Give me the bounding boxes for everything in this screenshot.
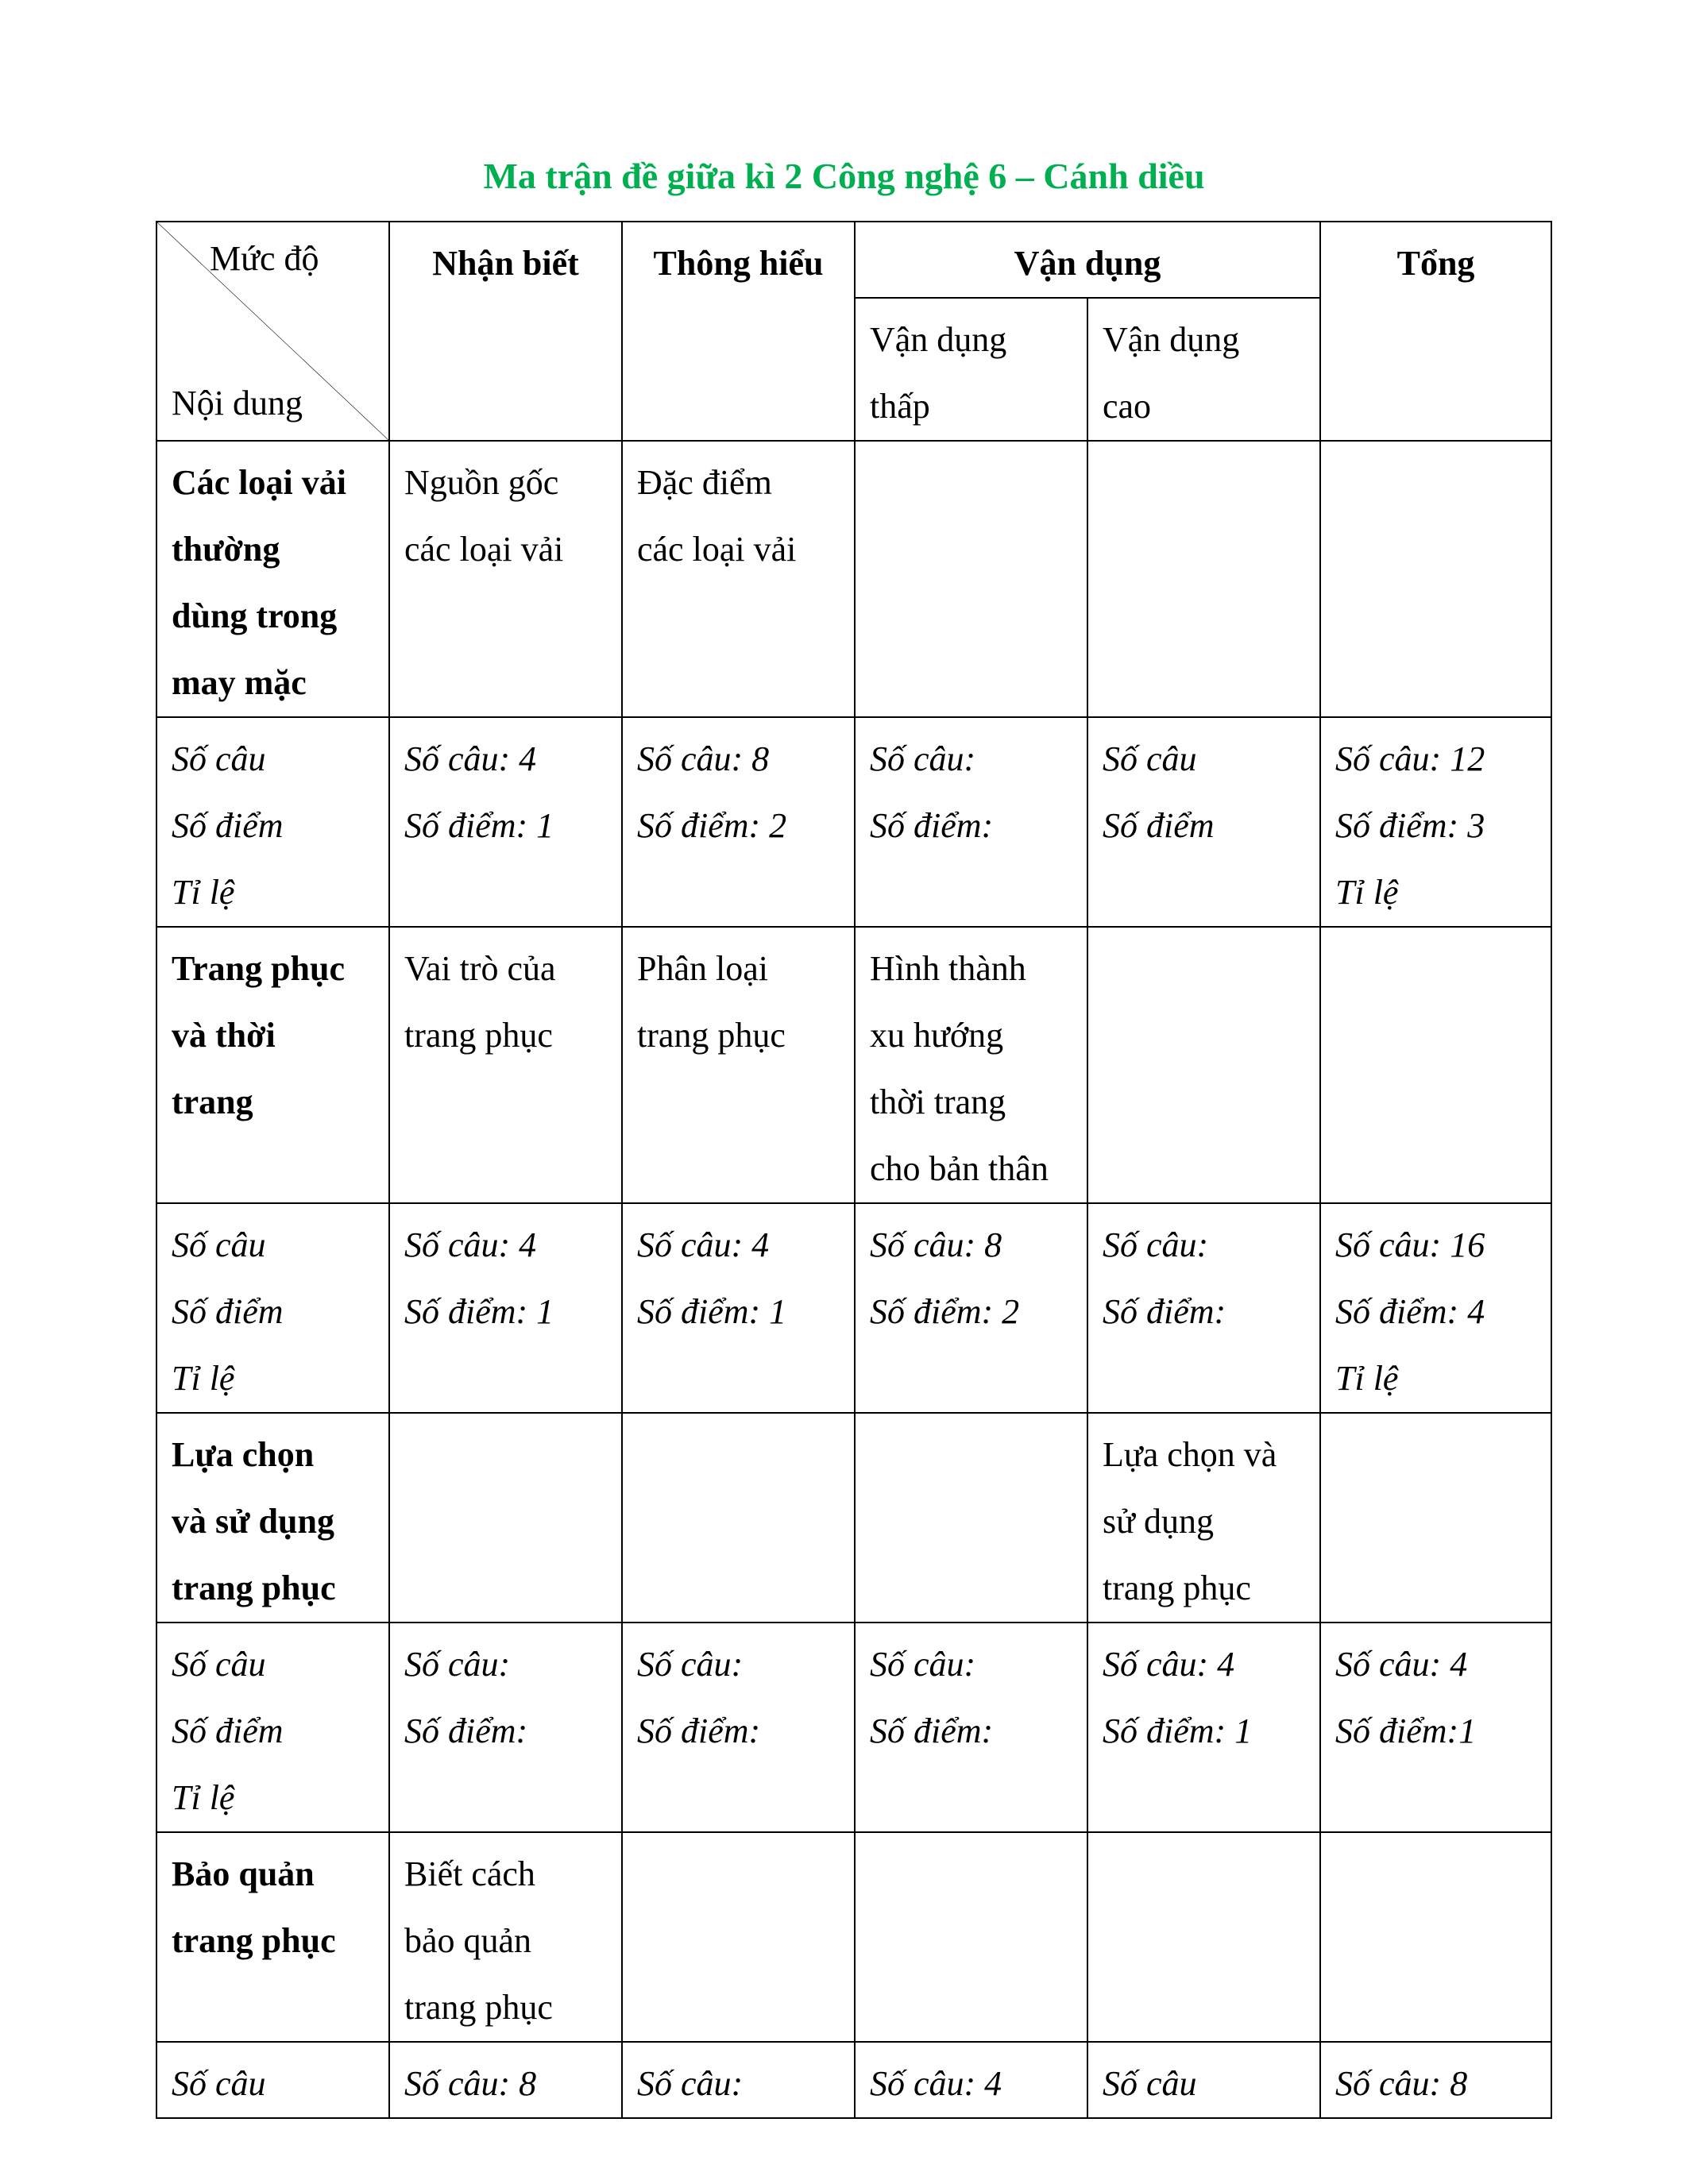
content-topic-cell bbox=[156, 1413, 389, 1623]
subheader-line: cao bbox=[1103, 387, 1152, 426]
content-thong-hieu-cell bbox=[622, 927, 855, 1203]
cell-line: Số câu bbox=[1103, 739, 1197, 778]
cell-line: Số điểm bbox=[172, 806, 284, 845]
cell-line: và sử dụng bbox=[172, 1502, 334, 1541]
cell-line: trang phục bbox=[404, 1016, 553, 1055]
header-row bbox=[156, 222, 1551, 298]
stats-vd-thap-cell bbox=[855, 1203, 1087, 1413]
cell-line: Các loại vải bbox=[172, 463, 346, 502]
content-row bbox=[156, 1413, 1551, 1623]
stats-thong-hieu-cell bbox=[622, 1203, 855, 1413]
cell-line: Số câu: bbox=[1103, 1225, 1209, 1264]
cell-line: Số câu bbox=[172, 2064, 266, 2103]
stats-tong-cell bbox=[1320, 2042, 1551, 2118]
cell-line: Số câu: 4 bbox=[870, 2064, 1002, 2103]
cell-line: Đặc điểm bbox=[637, 463, 772, 502]
corner-top-label: Mức độ bbox=[210, 239, 319, 278]
content-topic-cell bbox=[156, 441, 389, 717]
stats-vd-cao-cell bbox=[1087, 717, 1320, 927]
cell-line: Số câu bbox=[1103, 2064, 1197, 2103]
header-van-dung: Vận dụng bbox=[855, 222, 1320, 298]
cell-line: Số điểm bbox=[172, 1711, 284, 1750]
cell-line: Số điểm: 1 bbox=[404, 806, 554, 845]
cell-line: cho bản thân bbox=[870, 1149, 1049, 1188]
cell-line: Số câu: 8 bbox=[404, 2064, 537, 2103]
cell-line: trang phục bbox=[172, 1921, 336, 1960]
cell-line: Phân loại bbox=[637, 949, 768, 988]
cell-line: bảo quản bbox=[404, 1921, 532, 1960]
cell-line: trang bbox=[172, 1082, 253, 1121]
cell-line: Tỉ lệ bbox=[1335, 873, 1399, 912]
cell-line: Số điểm: 4 bbox=[1335, 1292, 1485, 1331]
cell-line: Nguồn gốc bbox=[404, 463, 559, 502]
content-nhan-biet-cell bbox=[389, 1413, 622, 1623]
cell-line: trang phục bbox=[1103, 1569, 1251, 1607]
cell-line: Số điểm: bbox=[404, 1711, 528, 1750]
cell-line: Số câu: bbox=[637, 2064, 744, 2103]
content-vd-cao-cell bbox=[1087, 927, 1320, 1203]
content-vd-cao-cell bbox=[1087, 1413, 1320, 1623]
header-nhan-biet: Nhận biết bbox=[389, 222, 622, 441]
cell-line: Lựa chọn và bbox=[1103, 1435, 1277, 1474]
cell-line: sử dụng bbox=[1103, 1502, 1214, 1541]
stats-tong-cell bbox=[1320, 1623, 1551, 1832]
stats-vd-thap-cell bbox=[855, 2042, 1087, 2118]
cell-line: Biết cách bbox=[404, 1854, 535, 1893]
cell-line: Số điểm: 1 bbox=[637, 1292, 787, 1331]
content-nhan-biet-cell bbox=[389, 441, 622, 717]
stats-thong-hieu-cell bbox=[622, 2042, 855, 2118]
cell-line: may mặc bbox=[172, 663, 307, 702]
cell-line: Trang phục bbox=[172, 949, 346, 988]
cell-line: Số câu: bbox=[404, 1645, 511, 1684]
cell-line: Số câu bbox=[172, 739, 266, 778]
cell-line: thường bbox=[172, 530, 280, 569]
content-vd-thap-cell bbox=[855, 927, 1087, 1203]
cell-line: Số câu: 4 bbox=[404, 739, 537, 778]
content-tong-cell bbox=[1320, 1413, 1551, 1623]
cell-line: Số điểm: 2 bbox=[637, 806, 787, 845]
stats-row bbox=[156, 2042, 1551, 2118]
cell-line: Số điểm: bbox=[870, 806, 994, 845]
cell-line: Số câu: 16 bbox=[1335, 1225, 1485, 1264]
cell-line: Tỉ lệ bbox=[1335, 1359, 1399, 1398]
cell-line: Số câu: 4 bbox=[1103, 1645, 1235, 1684]
cell-line: Số câu: 12 bbox=[1335, 739, 1485, 778]
cell-line: Tỉ lệ bbox=[172, 1359, 235, 1398]
stats-nhan-biet-cell bbox=[389, 1623, 622, 1832]
cell-line: Số điểm: bbox=[1103, 1292, 1226, 1331]
subheader-line: Vận dụng bbox=[1103, 320, 1240, 359]
content-topic-cell bbox=[156, 927, 389, 1203]
cell-line: Số điểm: 3 bbox=[1335, 806, 1485, 845]
document-title: Ma trận đề giữa kì 2 Công nghệ 6 – Cánh diều bbox=[483, 156, 1205, 196]
cell-line: Số điểm: 1 bbox=[1103, 1711, 1253, 1750]
cell-line: Số câu: 4 bbox=[1335, 1645, 1468, 1684]
content-row bbox=[156, 927, 1551, 1203]
stats-nhan-biet-cell bbox=[389, 717, 622, 927]
cell-line: xu hướng bbox=[870, 1016, 1004, 1055]
subheader-line: Vận dụng bbox=[870, 320, 1007, 359]
cell-line: Số điểm bbox=[1103, 806, 1215, 845]
stats-label-cell bbox=[156, 717, 389, 927]
corner-header-cell bbox=[156, 222, 389, 441]
stats-vd-thap-cell bbox=[855, 1623, 1087, 1832]
content-thong-hieu-cell bbox=[622, 441, 855, 717]
stats-label-cell bbox=[156, 1623, 389, 1832]
cell-line: Số điểm: 1 bbox=[404, 1292, 554, 1331]
content-thong-hieu-cell bbox=[622, 1832, 855, 2042]
cell-line: Số điểm bbox=[172, 1292, 284, 1331]
content-nhan-biet-cell bbox=[389, 927, 622, 1203]
content-vd-thap-cell bbox=[855, 1832, 1087, 2042]
cell-line: thời trang bbox=[870, 1082, 1006, 1121]
content-vd-thap-cell bbox=[855, 441, 1087, 717]
cell-line: Tỉ lệ bbox=[172, 873, 235, 912]
content-tong-cell bbox=[1320, 1832, 1551, 2042]
stats-tong-cell bbox=[1320, 1203, 1551, 1413]
cell-line: Vai trò của bbox=[404, 949, 556, 988]
cell-line: Số điểm: bbox=[637, 1711, 761, 1750]
cell-line: trang phục bbox=[637, 1016, 786, 1055]
stats-row bbox=[156, 717, 1551, 927]
cell-line: Số câu: bbox=[637, 1645, 744, 1684]
cell-line: Lựa chọn bbox=[172, 1435, 315, 1474]
header-tong: Tổng bbox=[1320, 222, 1551, 441]
stats-vd-cao-cell bbox=[1087, 2042, 1320, 2118]
cell-line: và thời bbox=[172, 1016, 276, 1055]
cell-line: Tỉ lệ bbox=[172, 1778, 235, 1817]
exam-matrix-table bbox=[156, 221, 1552, 2119]
subheader-van-dung-cao bbox=[1087, 298, 1320, 441]
cell-line: Hình thành bbox=[870, 949, 1026, 988]
stats-row bbox=[156, 1623, 1551, 1832]
subheader-van-dung-thap bbox=[855, 298, 1087, 441]
stats-vd-cao-cell bbox=[1087, 1623, 1320, 1832]
content-row bbox=[156, 441, 1551, 717]
cell-line: Số điểm:1 bbox=[1335, 1711, 1477, 1750]
stats-tong-cell bbox=[1320, 717, 1551, 927]
subheader-line: thấp bbox=[870, 387, 930, 426]
cell-line: Số câu: 8 bbox=[870, 1225, 1002, 1264]
stats-row bbox=[156, 1203, 1551, 1413]
cell-line: Số câu: 8 bbox=[637, 739, 770, 778]
content-row bbox=[156, 1832, 1551, 2042]
cell-line: Số điểm: bbox=[870, 1711, 994, 1750]
content-vd-thap-cell bbox=[855, 1413, 1087, 1623]
stats-nhan-biet-cell bbox=[389, 2042, 622, 2118]
cell-line: trang phục bbox=[172, 1569, 336, 1607]
cell-line: Số câu: bbox=[870, 1645, 976, 1684]
content-tong-cell bbox=[1320, 441, 1551, 717]
cell-line: Số câu bbox=[172, 1645, 266, 1684]
stats-vd-thap-cell bbox=[855, 717, 1087, 927]
header-thong-hieu: Thông hiểu bbox=[622, 222, 855, 441]
cell-line: các loại vải bbox=[404, 530, 564, 569]
stats-thong-hieu-cell bbox=[622, 1623, 855, 1832]
stats-thong-hieu-cell bbox=[622, 717, 855, 927]
cell-line: các loại vải bbox=[637, 530, 797, 569]
content-vd-cao-cell bbox=[1087, 441, 1320, 717]
cell-line: trang phục bbox=[404, 1988, 553, 2027]
content-vd-cao-cell bbox=[1087, 1832, 1320, 2042]
content-thong-hieu-cell bbox=[622, 1413, 855, 1623]
content-tong-cell bbox=[1320, 927, 1551, 1203]
cell-line: Số câu bbox=[172, 1225, 266, 1264]
stats-label-cell bbox=[156, 2042, 389, 2118]
content-nhan-biet-cell bbox=[389, 1832, 622, 2042]
stats-nhan-biet-cell bbox=[389, 1203, 622, 1413]
stats-label-cell bbox=[156, 1203, 389, 1413]
cell-line: Số câu: 4 bbox=[404, 1225, 537, 1264]
cell-line: Bảo quản bbox=[172, 1854, 315, 1893]
cell-line: Số điểm: 2 bbox=[870, 1292, 1020, 1331]
cell-line: Số câu: 4 bbox=[637, 1225, 770, 1264]
content-topic-cell bbox=[156, 1832, 389, 2042]
stats-vd-cao-cell bbox=[1087, 1203, 1320, 1413]
cell-line: Số câu: 8 bbox=[1335, 2064, 1468, 2103]
cell-line: Số câu: bbox=[870, 739, 976, 778]
corner-bottom-label: Nội dung bbox=[172, 384, 303, 423]
cell-line: dùng trong bbox=[172, 596, 338, 635]
